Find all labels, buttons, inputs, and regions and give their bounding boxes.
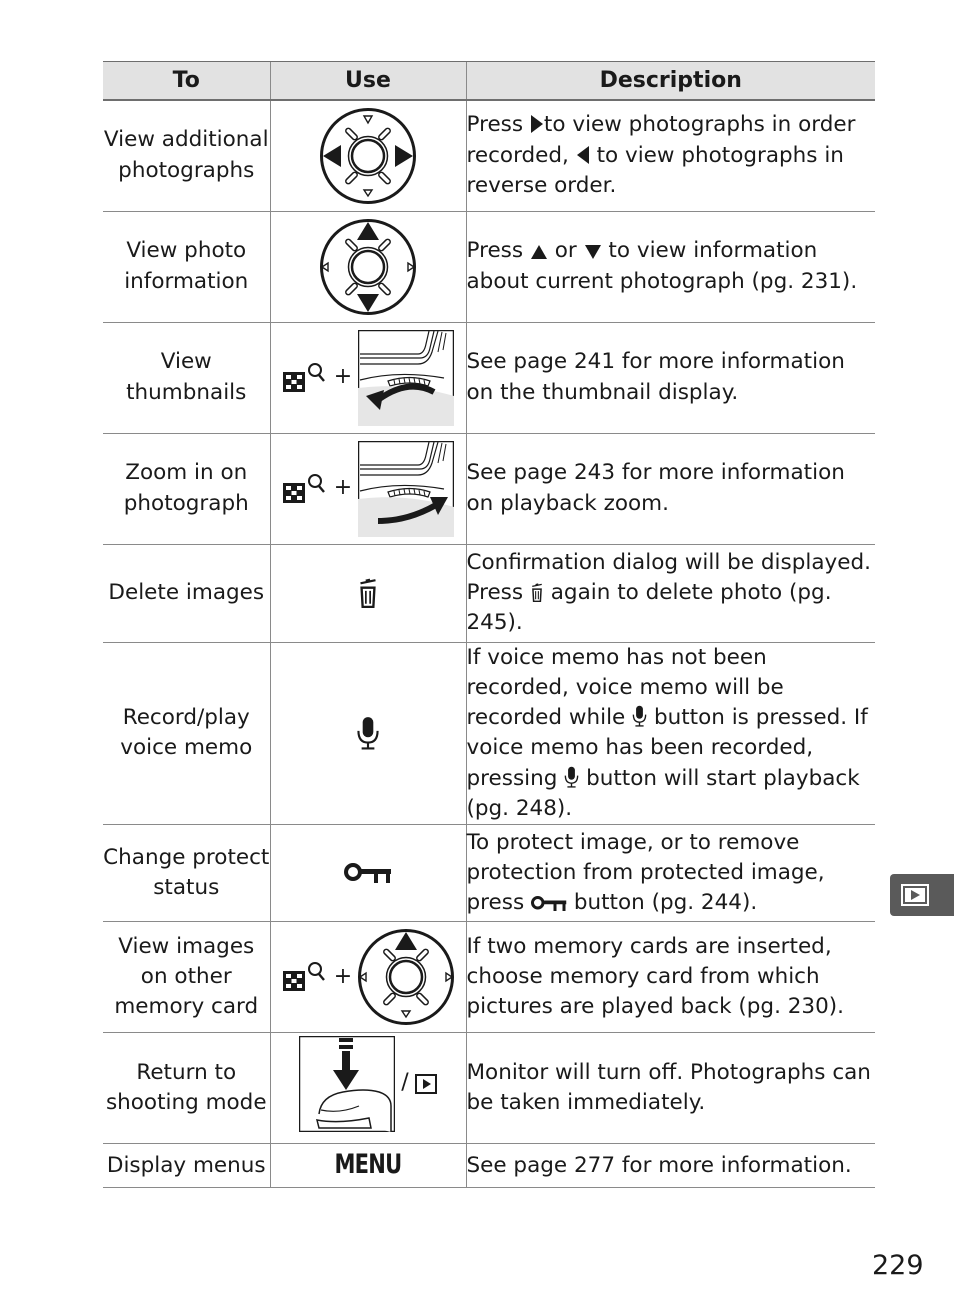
trash-icon: [530, 583, 544, 602]
down-arrow-icon: [584, 244, 602, 260]
row-description: Press or to view information about current photograph (pg. 231).: [466, 211, 875, 322]
multi-selector-up-icon: [358, 929, 454, 1025]
row-description: If voice memo has not been recorded, voice memo will be recorded while button is pressed. If voice memo has been recorded, pressing button will start playback (pg. 248).: [466, 642, 875, 825]
table-row: [103, 544, 875, 642]
row-action: View photo information: [103, 211, 270, 322]
thumbnail-zoom-out-button-icon: [282, 961, 328, 993]
microphone-icon: [356, 716, 380, 750]
key-icon: [531, 895, 567, 912]
key-icon: [344, 862, 392, 884]
table-row: [103, 211, 875, 322]
row-description: See page 241 for more information on the thumbnail display.: [466, 322, 875, 433]
left-arrow-icon: [576, 145, 590, 165]
table-header-row: [103, 62, 875, 101]
row-action: Record/play voice memo: [103, 642, 270, 825]
multi-selector-up-down-icon: [320, 219, 416, 315]
thumbnail-zoom-out-button-icon: [282, 473, 328, 505]
separator-slash: /: [401, 1070, 409, 1096]
row-description: If two memory cards are inserted, choose memory card from which pictures are played back (pg. 230).: [466, 922, 875, 1033]
table-row: [103, 642, 875, 825]
plus-sign: +: [333, 964, 353, 990]
plus-sign: +: [333, 475, 353, 501]
row-action: View additional photographs: [103, 100, 270, 211]
command-dial-left-icon: [358, 330, 454, 426]
table-row: [103, 922, 875, 1033]
section-tab: [890, 874, 954, 916]
row-action: Return to shooting mode: [103, 1033, 270, 1144]
up-arrow-icon: [530, 244, 548, 260]
row-action: Change protect status: [103, 825, 270, 922]
row-description: See page 277 for more information.: [466, 1144, 875, 1188]
header-use: Use: [270, 62, 466, 101]
table-row: [103, 1033, 875, 1144]
row-description: Press to view photographs in order recorded, to view photographs in reverse order.: [466, 100, 875, 211]
trash-icon: [357, 578, 379, 608]
plus-sign: +: [333, 364, 353, 390]
microphone-icon: [632, 705, 647, 727]
microphone-icon: [564, 766, 579, 788]
row-description: Monitor will turn off. Photographs can be taken immediately.: [466, 1033, 875, 1144]
row-action: Display menus: [103, 1144, 270, 1188]
table-row: [103, 322, 875, 433]
row-action: View images on other memory card: [103, 922, 270, 1033]
command-dial-right-icon: [358, 441, 454, 537]
table-row: [103, 100, 875, 211]
table-row: [103, 825, 875, 922]
multi-selector-left-right-icon: [320, 108, 416, 204]
table-row: [103, 433, 875, 544]
header-to: To: [103, 62, 270, 101]
playback-button-icon: [415, 1074, 437, 1094]
table-row: [103, 1144, 875, 1188]
controls-table: [103, 61, 875, 1188]
row-action: Delete images: [103, 544, 270, 642]
header-description: Description: [466, 62, 875, 101]
row-description: Confirmation dialog will be displayed. Press again to delete photo (pg. 245).: [466, 544, 875, 642]
menu-button-label: MENU: [334, 1148, 402, 1180]
row-description: To protect image, or to remove protection from protected image, press button (pg. 244).: [466, 825, 875, 922]
row-description: See page 243 for more information on playback zoom.: [466, 433, 875, 544]
right-arrow-icon: [530, 114, 544, 134]
row-action: View thumbnails: [103, 322, 270, 433]
playback-icon: [890, 874, 954, 916]
shutter-release-button-icon: [299, 1036, 395, 1132]
row-action: Zoom in on photograph: [103, 433, 270, 544]
page-number: 229: [872, 1250, 924, 1281]
thumbnail-zoom-out-button-icon: [282, 362, 328, 394]
